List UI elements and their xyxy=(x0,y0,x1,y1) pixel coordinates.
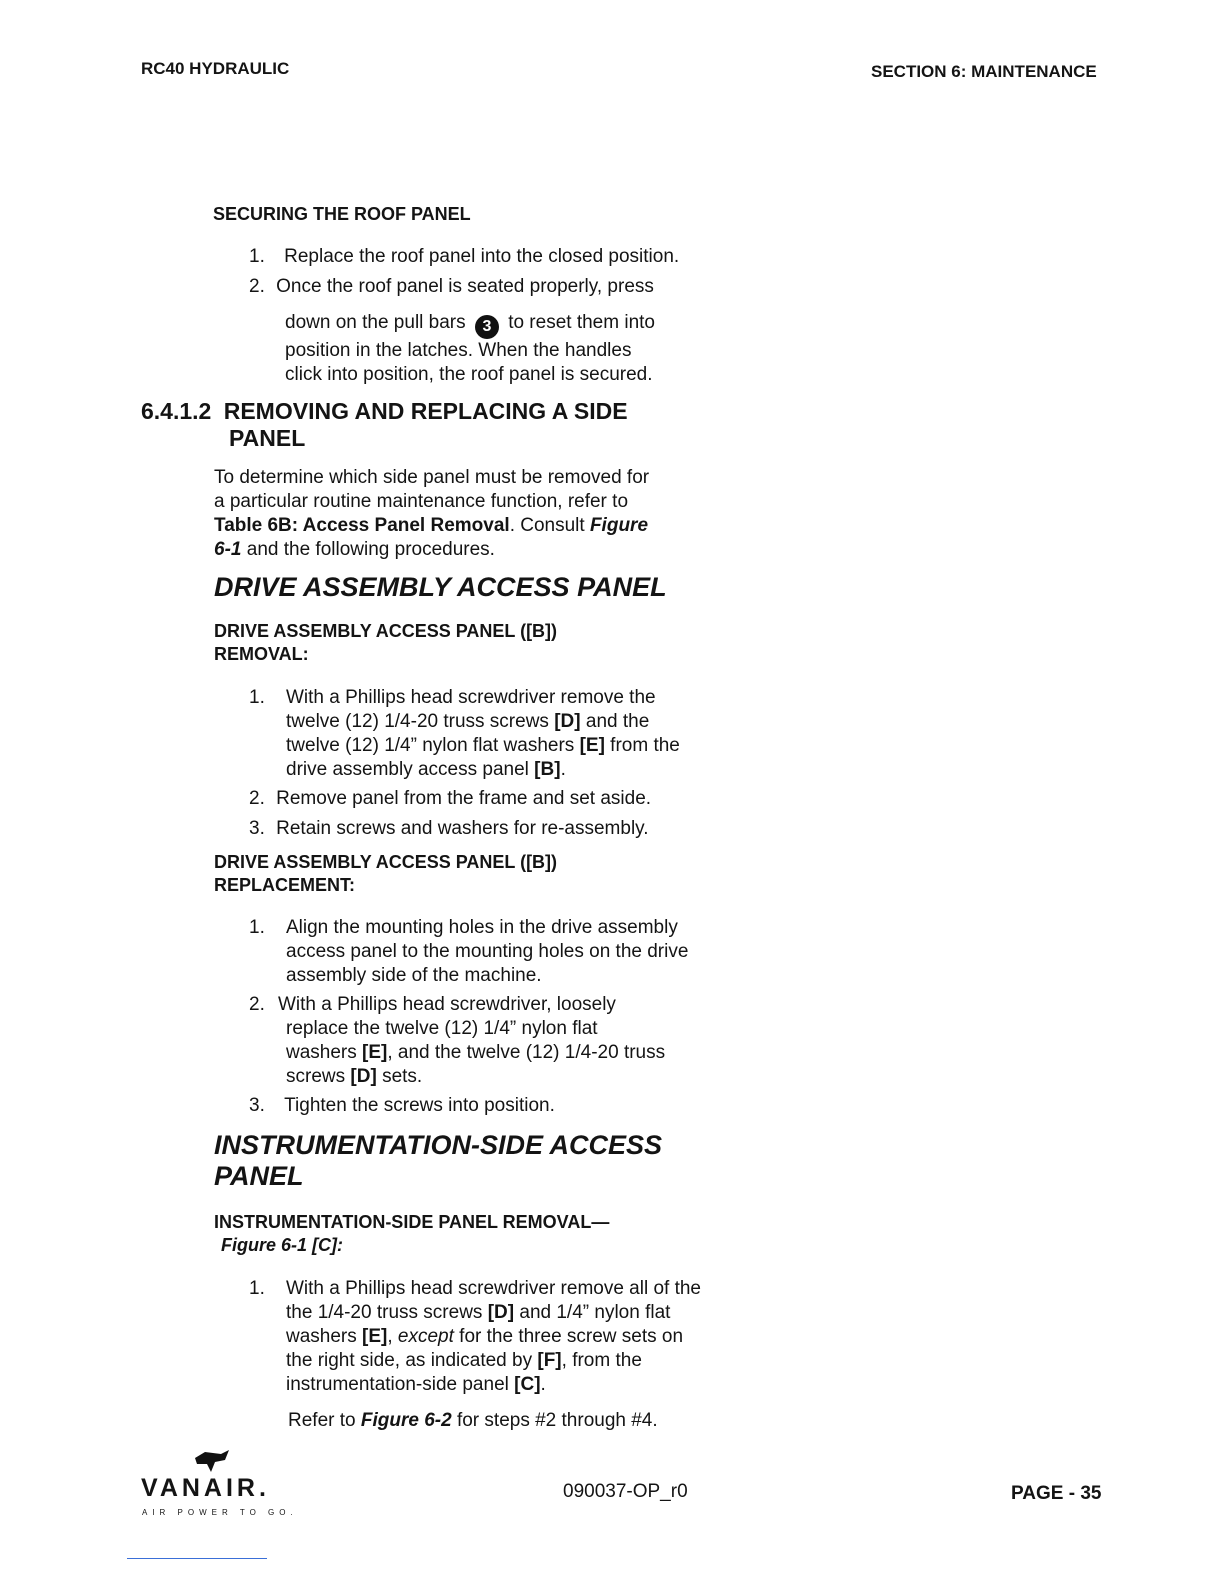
callout-label: [D] xyxy=(487,1302,515,1323)
section-title-line2: PANEL xyxy=(229,425,306,451)
step-text: , from the xyxy=(561,1350,642,1371)
step-text: , xyxy=(387,1326,398,1347)
callout-label: [E] xyxy=(362,1042,388,1063)
step-text: . xyxy=(540,1374,546,1395)
intro-paragraph xyxy=(214,466,649,562)
step-text: to reset them into xyxy=(508,312,655,333)
header-right: SECTION 6: MAINTENANCE xyxy=(871,62,1097,81)
step-text: sets. xyxy=(376,1066,423,1087)
step-text: Retain screws and washers for re-assembly. xyxy=(276,818,649,839)
step-text: and 1/4” nylon flat xyxy=(514,1302,671,1323)
step-number: 2. xyxy=(249,788,265,809)
step-text: twelve (12) 1/4-20 truss screws xyxy=(286,711,555,732)
step-text: With a Phillips head screwdriver remove all of the xyxy=(286,1278,702,1299)
drive-removal-heading xyxy=(214,620,557,666)
intro-line: . Consult xyxy=(509,515,590,536)
intro-line: To determine which side panel must be removed for xyxy=(214,467,650,488)
step-number: 3. xyxy=(249,1095,265,1116)
heading-line: REPLACEMENT: xyxy=(214,875,356,895)
document-id: 090037-OP_r0 xyxy=(563,1481,688,1502)
step-text: drive assembly access panel xyxy=(286,759,535,780)
callout-label: [C] xyxy=(514,1374,541,1395)
step-text: With a Phillips head screwdriver remove the xyxy=(286,687,656,708)
step-text: Align the mounting holes in the drive assembly xyxy=(286,917,678,938)
drive-replacement-heading xyxy=(214,851,557,897)
callout-label: [D] xyxy=(350,1066,377,1087)
step-number: 1. xyxy=(249,917,265,938)
title-line: INSTRUMENTATION-SIDE ACCESS xyxy=(214,1130,663,1160)
step-number: 1. xyxy=(249,687,265,708)
heading-line: DRIVE ASSEMBLY ACCESS PANEL ([B]) xyxy=(214,852,558,872)
section-title-line1: REMOVING AND REPLACING A SIDE xyxy=(223,398,628,424)
roof-heading: SECURING THE ROOF PANEL xyxy=(213,204,471,224)
figure-reference: Figure xyxy=(589,515,649,536)
drive-removal-step-3 xyxy=(249,817,649,841)
step-number: 1. xyxy=(249,1278,265,1299)
step-text: Replace the roof panel into the closed position. xyxy=(284,246,680,267)
step-text: position in the latches. When the handles xyxy=(285,340,632,361)
step-text: and the xyxy=(580,711,650,732)
section-number: 6.4.1.2 xyxy=(141,398,212,424)
header-left: RC40 HYDRAULIC xyxy=(141,59,290,78)
step-text: assembly side of the machine. xyxy=(286,965,542,986)
instr-removal-step-1 xyxy=(249,1277,701,1397)
drive-removal-step-2 xyxy=(249,787,651,811)
step-text: washers xyxy=(286,1326,363,1347)
roof-step-2-cont xyxy=(285,311,655,387)
step-text: Once the roof panel is seated properly, press xyxy=(276,276,654,297)
drive-title: DRIVE ASSEMBLY ACCESS PANEL xyxy=(214,572,667,602)
instr-title xyxy=(214,1130,662,1192)
step-text: instrumentation-side panel xyxy=(286,1374,515,1395)
intro-line: and the following procedures. xyxy=(241,539,495,560)
step-text: , and the twelve (12) 1/4-20 truss xyxy=(387,1042,666,1063)
table-reference: Table 6B: Access Panel Removal xyxy=(214,515,510,536)
drive-removal-step-1 xyxy=(249,686,680,782)
footer-divider xyxy=(127,1558,267,1559)
callout-label: [F] xyxy=(537,1350,562,1371)
step-text: click into position, the roof panel is secured. xyxy=(285,364,653,385)
section-heading xyxy=(141,398,628,425)
step-number: 3. xyxy=(249,818,265,839)
callout-label: [E] xyxy=(579,735,605,756)
refer-note xyxy=(288,1409,658,1433)
step-text: from the xyxy=(604,735,680,756)
heading-line: INSTRUMENTATION-SIDE PANEL REMOVAL— xyxy=(214,1212,610,1232)
emphasis-text: except xyxy=(397,1326,454,1347)
drive-replacement-step-3 xyxy=(249,1094,555,1118)
title-line: PANEL xyxy=(214,1161,304,1191)
step-number: 1. xyxy=(249,246,265,267)
step-text: twelve (12) 1/4” nylon flat washers xyxy=(286,735,580,756)
step-text: With a Phillips head screwdriver, loosely xyxy=(278,994,616,1015)
step-text: replace the twelve (12) 1/4” nylon flat xyxy=(286,1018,598,1039)
step-text: Tighten the screws into position. xyxy=(284,1095,555,1116)
figure-reference: Figure 6-1 [C]: xyxy=(221,1235,344,1255)
step-text: the 1/4-20 truss screws xyxy=(286,1302,488,1323)
heading-line: REMOVAL: xyxy=(214,644,309,664)
step-text: screws xyxy=(286,1066,351,1087)
drive-replacement-step-1 xyxy=(249,916,688,988)
step-text: access panel to the mounting holes on the drive xyxy=(286,941,689,962)
roof-step-2 xyxy=(249,275,654,299)
heading-line: DRIVE ASSEMBLY ACCESS PANEL ([B]) xyxy=(214,621,558,641)
logo-tagline: AIR POWER TO GO. xyxy=(142,1508,298,1517)
step-text: the right side, as indicated by xyxy=(286,1350,538,1371)
callout-3-badge: 3 xyxy=(475,315,499,339)
step-text: Remove panel from the frame and set aside. xyxy=(276,788,652,809)
step-text: . xyxy=(560,759,566,780)
page-number: PAGE - 35 xyxy=(1011,1483,1102,1504)
instr-removal-heading xyxy=(214,1211,609,1257)
callout-label: [B] xyxy=(534,759,561,780)
step-text: Refer to xyxy=(288,1410,361,1431)
step-text: down on the pull bars xyxy=(285,312,466,333)
step-number: 2. xyxy=(249,276,265,297)
step-text: washers xyxy=(286,1042,363,1063)
step-text: for the three screw sets on xyxy=(453,1326,684,1347)
callout-label: [D] xyxy=(554,711,581,732)
callout-label: [E] xyxy=(362,1326,388,1347)
step-number: 2. xyxy=(249,994,265,1015)
figure-reference: Figure 6-2 xyxy=(360,1410,452,1431)
intro-line: a particular routine maintenance function, refer to xyxy=(214,491,629,512)
figure-reference: 6-1 xyxy=(214,539,242,560)
logo-wordmark: VANAIR. xyxy=(141,1474,270,1502)
roof-step-1 xyxy=(249,245,679,269)
drive-replacement-step-2 xyxy=(249,993,665,1089)
logo-emblem-icon xyxy=(191,1448,231,1476)
step-line xyxy=(278,993,665,1017)
step-text: for steps #2 through #4. xyxy=(451,1410,658,1431)
